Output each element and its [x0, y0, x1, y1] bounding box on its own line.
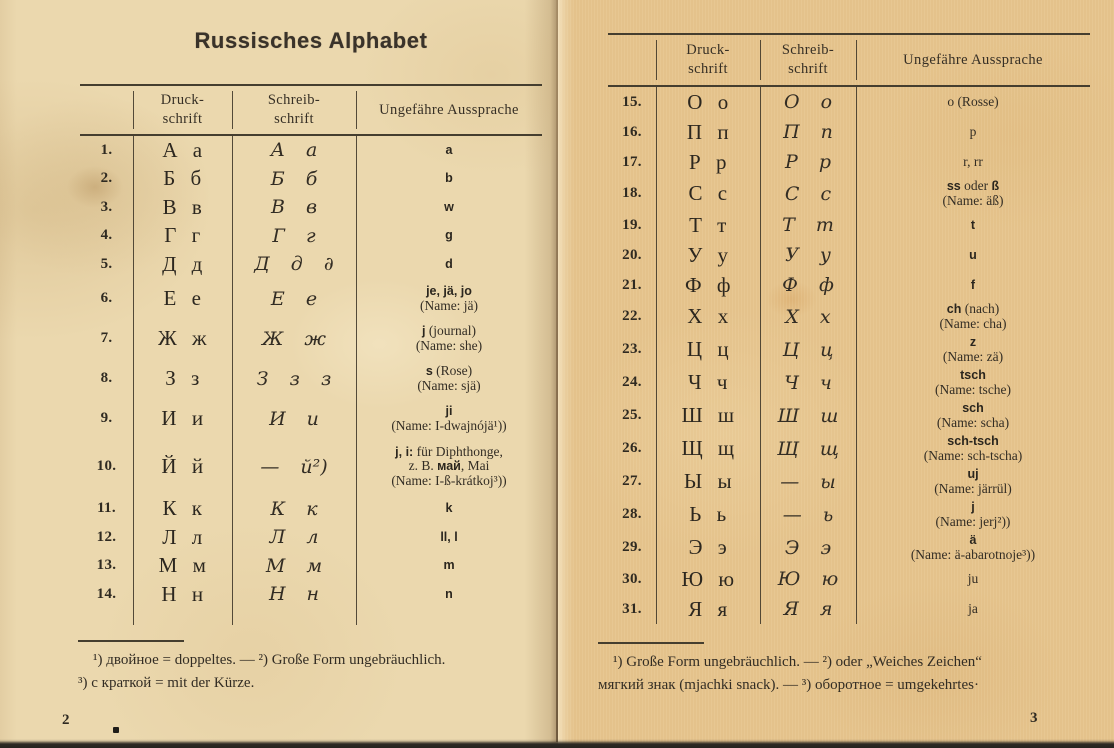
row-number: 4. [100, 227, 113, 244]
pronunciation [356, 171, 542, 186]
row-number: 30. [622, 570, 642, 587]
script-letters: Г г [272, 224, 316, 247]
table-row [80, 580, 542, 609]
footnote-line: ¹) Große Form ungebräuchlich. — ²) oder „Weiches Zeichen“ [613, 654, 982, 670]
script-letters: З з з [256, 367, 332, 390]
pron-segment: je, jä, jo [426, 283, 472, 298]
pron-segment: z [969, 334, 977, 349]
table-row [608, 240, 1090, 270]
print-letters: Э э [688, 535, 728, 559]
pron-line [356, 445, 542, 460]
pron-line [856, 416, 1090, 431]
row-number: 23. [622, 341, 642, 357]
pron-line [356, 501, 542, 516]
pronunciation [356, 587, 542, 602]
pronunciation [856, 155, 1090, 170]
pron-segment: p [969, 123, 977, 139]
pron-segment: für Diphthonge, [413, 443, 503, 459]
pron-segment: ä [969, 532, 977, 547]
pron-line [856, 302, 1090, 317]
print-letters: Й й [161, 454, 204, 478]
pron-segment: май [437, 459, 461, 474]
pron-segment: (Name: äß) [942, 192, 1004, 208]
page-number-left: 2 [62, 712, 70, 728]
pron-segment: (Name: I-ß-krátkoj³)) [391, 472, 507, 488]
table-row [608, 333, 1090, 366]
header-druckschrift: Druck- schrift [160, 92, 205, 127]
pron-line [856, 383, 1090, 398]
print-letters: Ю ю [681, 566, 735, 591]
pron-segment: m [443, 558, 455, 573]
footnote-line: ³) с краткой = mit der Kürze. [78, 674, 255, 691]
row-number: 11. [97, 500, 116, 517]
script-letters: Ц ц [782, 338, 834, 361]
page-gutter-crease [556, 0, 558, 742]
pron-line [856, 449, 1090, 464]
footnote-rule [598, 642, 704, 644]
footnote-rule [78, 640, 184, 642]
row-number: 21. [622, 276, 642, 293]
pron-segment: ch [946, 301, 962, 316]
table-row [608, 594, 1090, 624]
pron-line [356, 324, 542, 339]
script-letters: — ь [782, 503, 834, 526]
pronunciation [856, 179, 1090, 208]
table-row [80, 193, 542, 222]
pron-segment: t [970, 217, 976, 232]
table-header-row [608, 33, 1090, 87]
pronunciation [356, 530, 542, 545]
pron-segment: k [445, 501, 453, 516]
pronunciation [856, 335, 1090, 364]
table-row [80, 359, 542, 399]
pron-segment: n [445, 586, 453, 601]
pronunciation [356, 257, 542, 272]
row-number: 27. [622, 473, 642, 489]
pron-segment: (Name: scha) [936, 414, 1010, 430]
column-divider [133, 91, 135, 129]
script-letters: Ж ж [262, 327, 326, 350]
pron-segment: ju [967, 570, 979, 586]
pron-segment: u [969, 247, 977, 262]
pron-line [356, 530, 542, 545]
script-letters: Ч ч [784, 371, 832, 394]
pronunciation [856, 401, 1090, 430]
pron-segment: oder [960, 177, 992, 193]
pronunciation [356, 364, 542, 393]
pron-line [856, 467, 1090, 482]
pron-segment: , Mai [460, 458, 490, 474]
table-row [80, 552, 542, 581]
column-divider [656, 40, 658, 80]
table-row [608, 531, 1090, 564]
pron-line [356, 284, 542, 299]
pron-segment: (Name: jä) [419, 297, 479, 313]
table-row [80, 399, 542, 439]
script-letters: С с [784, 182, 832, 205]
print-letters: Ч ч [688, 370, 728, 394]
pronunciation [356, 558, 542, 573]
print-letters: И и [161, 406, 204, 430]
script-letters: Б б [270, 167, 318, 190]
row-number: 16. [622, 123, 642, 140]
pron-line [856, 368, 1090, 383]
pron-segment: s [425, 363, 433, 378]
pronunciation [856, 125, 1090, 140]
pronunciation [856, 95, 1090, 110]
row-number: 14. [96, 585, 117, 602]
table-row [608, 432, 1090, 465]
pron-segment: ß [991, 178, 1000, 193]
row-number: 10. [96, 458, 117, 474]
pron-line [356, 299, 542, 314]
script-letters: И и [269, 407, 319, 430]
header-aussprache: Ungefähre Aussprache [903, 51, 1043, 68]
table-row [80, 165, 542, 194]
pron-line [356, 379, 542, 394]
print-letters: Ь ь [689, 502, 727, 526]
row-number: 17. [622, 153, 642, 170]
table-row [80, 136, 542, 165]
alphabet-table-left [80, 84, 542, 625]
pron-line [856, 482, 1090, 497]
script-letters: Е е [270, 287, 318, 310]
row-number: 1. [100, 141, 113, 158]
table-row [80, 250, 542, 279]
footnotes-right [598, 642, 1068, 696]
pronunciation [856, 218, 1090, 233]
row-number: 19. [622, 216, 642, 233]
pron-line [356, 474, 542, 489]
script-letters: Р р [785, 151, 831, 173]
pron-segment: sch [962, 400, 984, 415]
table-row [608, 210, 1090, 240]
column-divider [760, 87, 762, 624]
column-divider [656, 87, 658, 624]
row-number: 18. [622, 185, 642, 201]
pron-segment: z. B. [408, 458, 438, 474]
pron-line [856, 317, 1090, 332]
script-letters: Д д ∂ [254, 253, 334, 276]
print-letters: О о [687, 89, 729, 114]
pron-line [856, 179, 1090, 194]
pron-line [856, 218, 1090, 233]
footnotes-left [78, 640, 533, 694]
table-row [608, 564, 1090, 594]
pron-segment: a [445, 142, 453, 157]
column-divider [356, 136, 358, 625]
pronunciation [356, 143, 542, 158]
pron-line [856, 548, 1090, 563]
pron-segment: (Name: ä-abarotnoje³)) [910, 546, 1036, 562]
pronunciation [856, 302, 1090, 331]
pron-segment: j [971, 499, 975, 514]
pron-line [356, 143, 542, 158]
table-row [80, 495, 542, 524]
pron-line [856, 500, 1090, 515]
script-letters: Ф ф [782, 274, 834, 296]
column-divider [760, 40, 762, 80]
pron-segment: (Name: zä) [942, 348, 1004, 364]
row-number: 7. [100, 330, 113, 346]
row-number: 3. [100, 198, 113, 215]
pron-segment: g [445, 228, 453, 243]
pron-line [356, 257, 542, 272]
column-divider [356, 91, 358, 129]
pronunciation [356, 404, 542, 433]
print-letters: Ы ы [683, 469, 733, 493]
column-divider [232, 91, 234, 129]
print-letters: У у [687, 242, 729, 267]
pron-segment: r, rr [963, 153, 983, 169]
print-letters: Я я [688, 596, 728, 621]
pron-segment: (Name: cha) [939, 315, 1007, 331]
print-letters: Ц ц [686, 337, 730, 361]
pron-segment: (Name: sjä) [417, 377, 481, 393]
script-letters: П п [783, 121, 833, 143]
script-letters: Т т [782, 214, 834, 236]
script-letters: М м [265, 554, 323, 577]
script-letters: К к [270, 497, 318, 520]
pron-segment: ji [445, 403, 453, 418]
pron-segment: (Name: I-dwajnójä¹)) [391, 417, 507, 433]
print-letters: П п [686, 119, 730, 144]
pronunciation [856, 248, 1090, 263]
script-letters: — ы [780, 470, 836, 493]
header-schreibschrift: Schreib- schrift [781, 42, 835, 77]
print-letters: А а [162, 137, 203, 162]
row-number: 8. [100, 370, 113, 386]
script-letters: Э э [784, 536, 832, 559]
header-aussprache: Ungefähre Aussprache [379, 101, 519, 118]
table-body-left [80, 136, 542, 625]
pron-segment: (nach) [961, 300, 1000, 316]
pron-line [856, 533, 1090, 548]
pron-line [356, 200, 542, 215]
column-divider [133, 136, 135, 625]
table-row [80, 439, 542, 495]
pron-line [856, 602, 1090, 617]
pron-line [856, 434, 1090, 449]
print-letters: Ж ж [157, 326, 208, 350]
print-letters: Н н [161, 581, 204, 606]
footnote-line: ¹) двойное = doppeltes. — ²) Große Form ungebräuchlich. [93, 652, 446, 668]
print-letters: М м [158, 553, 207, 578]
pron-line [356, 364, 542, 379]
row-number: 5. [100, 255, 113, 272]
table-row [608, 177, 1090, 210]
row-number: 12. [96, 528, 117, 545]
pronunciation [856, 602, 1090, 617]
pron-line [356, 459, 542, 474]
print-letters: З з [165, 366, 200, 390]
pron-segment: d [445, 256, 453, 271]
column-divider [856, 40, 858, 80]
pron-line [856, 335, 1090, 350]
pronunciation [356, 445, 542, 489]
row-number: 25. [622, 407, 642, 423]
table-row [80, 319, 542, 359]
pron-segment: (Name: järrül) [934, 480, 1012, 496]
pron-segment: o (Rosse) [947, 93, 999, 109]
script-letters: — й²) [260, 455, 328, 478]
table-row [608, 399, 1090, 432]
ink-speck [113, 727, 119, 733]
pron-segment: b [445, 171, 453, 186]
table-row [608, 498, 1090, 531]
pron-segment: (Name: sch-tscha) [923, 447, 1023, 463]
pron-segment: j, i: [395, 444, 414, 459]
print-letters: В в [162, 194, 203, 219]
page-number-right: 3 [1030, 710, 1038, 726]
script-letters: Я я [783, 598, 833, 620]
print-letters: Д д [162, 251, 203, 276]
pron-segment: f [970, 277, 976, 292]
pron-line [856, 194, 1090, 209]
script-letters: Н н [268, 583, 320, 606]
pron-line [356, 419, 542, 434]
pron-line [856, 155, 1090, 170]
pron-segment: sch-tsch [947, 433, 999, 448]
script-letters: А а [270, 139, 318, 162]
print-letters: Ф ф [685, 272, 731, 297]
row-number: 31. [622, 600, 642, 617]
pronunciation [856, 368, 1090, 397]
table-row [80, 523, 542, 552]
pron-segment: tsch [960, 367, 986, 382]
pronunciation [856, 434, 1090, 463]
print-letters: Р р [689, 149, 727, 174]
pron-segment: (Name: tsche) [934, 381, 1012, 397]
pron-segment: w [444, 199, 454, 214]
print-letters: Ш ш [681, 403, 735, 427]
table-row [608, 300, 1090, 333]
pron-segment: uj [967, 466, 979, 481]
book-page-right [558, 0, 1114, 748]
pron-line [856, 248, 1090, 263]
pron-line [356, 339, 542, 354]
scan-bottom-edge [0, 739, 1114, 748]
pron-segment: (journal) [425, 322, 477, 338]
table-row [80, 279, 542, 319]
pron-segment: ll, l [440, 529, 458, 544]
pron-line [356, 404, 542, 419]
table-row [608, 117, 1090, 147]
script-letters: Щ щ [777, 437, 839, 460]
pron-line [856, 278, 1090, 293]
row-number: 2. [100, 170, 113, 187]
script-letters: В в [270, 196, 318, 219]
table-row [80, 222, 542, 251]
script-letters: О о [783, 91, 833, 113]
print-letters: К к [162, 496, 203, 521]
pron-line [856, 572, 1090, 587]
pron-line [856, 125, 1090, 140]
pronunciation [356, 200, 542, 215]
header-schreibschrift: Schreib- schrift [267, 92, 321, 127]
pron-segment: ja [968, 600, 978, 616]
print-letters: Л л [162, 524, 203, 549]
column-divider [232, 136, 234, 625]
print-letters: Т т [689, 212, 727, 237]
header-druckschrift: Druck- schrift [686, 42, 730, 77]
pron-line [856, 350, 1090, 365]
row-number: 28. [622, 506, 642, 522]
script-letters: Л л [269, 526, 319, 549]
pron-line [356, 228, 542, 243]
alphabet-table-right [608, 33, 1090, 624]
row-number: 29. [622, 539, 642, 555]
row-number: 15. [622, 93, 642, 110]
pronunciation [856, 500, 1090, 529]
pronunciation [356, 284, 542, 313]
row-number: 24. [622, 374, 642, 390]
pronunciation [356, 501, 542, 516]
table-row [608, 465, 1090, 498]
pron-segment: (Name: she) [415, 337, 483, 353]
table-row [608, 147, 1090, 177]
script-letters: У у [785, 244, 831, 266]
row-number: 22. [622, 308, 642, 324]
table-row [608, 366, 1090, 399]
row-number: 20. [622, 246, 642, 263]
script-letters: Ш ш [777, 404, 839, 427]
pronunciation [856, 467, 1090, 496]
row-number: 6. [100, 290, 113, 306]
footnote-line: мягкий знак (mjachki snack). — ³) оборотное = umgekehrtes· [598, 676, 979, 693]
pronunciation [356, 324, 542, 353]
pron-segment: (Name: jerj²)) [935, 513, 1011, 529]
pron-segment: j [421, 323, 426, 338]
print-letters: Г г [164, 223, 201, 248]
pron-line [356, 171, 542, 186]
row-number: 26. [622, 440, 642, 456]
row-number: 9. [100, 410, 113, 426]
table-header-row [80, 84, 542, 136]
table-body-right [608, 87, 1090, 624]
table-row [608, 270, 1090, 300]
print-letters: Х х [687, 304, 729, 328]
pron-line [356, 587, 542, 602]
pron-segment: ss [946, 178, 961, 193]
pronunciation [856, 278, 1090, 293]
print-letters: Щ щ [681, 436, 735, 460]
row-number: 13. [96, 557, 117, 574]
pron-segment: (Rose) [432, 362, 473, 378]
column-divider [856, 87, 858, 624]
pronunciation [356, 228, 542, 243]
print-letters: Е е [163, 286, 202, 310]
page-title: Russisches Alphabet [194, 28, 428, 53]
pronunciation [856, 533, 1090, 562]
pron-line [856, 401, 1090, 416]
script-letters: Х х [785, 305, 831, 328]
print-letters: С с [688, 181, 728, 205]
pron-line [856, 515, 1090, 530]
pronunciation [856, 572, 1090, 587]
table-row [608, 87, 1090, 117]
print-letters: Б б [163, 166, 202, 191]
script-letters: Ю ю [777, 568, 839, 590]
pron-line [356, 558, 542, 573]
pron-line [856, 95, 1090, 110]
